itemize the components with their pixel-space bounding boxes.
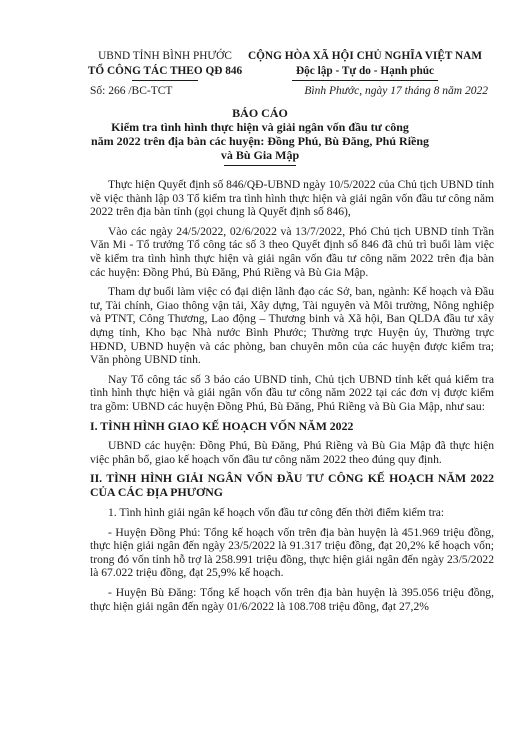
- nation-motto: Độc lập - Tự do - Hạnh phúc: [295, 65, 435, 77]
- paragraph: - Huyện Bù Đăng: Tổng kế hoạch vốn trên địa bàn huyện là 395.056 triệu đồng, thực hiện giải ngân đến ngày 01/6/2022 là 108.708 triệu đồng, đạt 27,2%: [90, 586, 494, 613]
- date-line: Bình Phước, ngày 17 tháng 8 năm 2022: [304, 85, 488, 97]
- title-line-3: và Bù Gia Mập: [220, 148, 300, 162]
- title-line-1: Kiểm tra tình hình thực hiện và giải ngân vốn đầu tư công: [111, 120, 409, 134]
- paragraph: 1. Tình hình giải ngân kế hoạch vốn đầu tư công đến thời điểm kiểm tra:: [108, 506, 445, 520]
- paragraph: Nay Tổ công tác số 3 báo cáo UBND tỉnh, Chủ tịch UBND tỉnh kết quả kiểm tra tình hình thực hiện và giải ngân vốn đầu tư công năm 2022 tại các đơn vị được kiểm tra gồm: UBND các huyện Đồng Phú, Bù Đăng, Phú Riềng và Bù Gia Mập, như sau:: [90, 372, 494, 413]
- agency-header: [70, 49, 260, 81]
- agency-underline: [132, 80, 198, 81]
- title-line-2: năm 2022 trên địa bàn các huyện: Đồng Phú, Bù Đăng, Phú Riềng: [90, 134, 430, 148]
- paragraph: Thực hiện Quyết định số 846/QĐ-UBND ngày 10/5/2022 của Chủ tịch UBND tỉnh về việc thành lập 03 Tổ kiểm tra tình hình thực hiện và giải ngân vốn đầu tư công năm 2022 trên địa bàn tỉnh (gọi chung là Quyết định số 846),: [90, 178, 494, 219]
- doc-number: Số: 266 /BC-TCT: [90, 85, 173, 97]
- paragraph: Tham dự buổi làm việc có đại diện lãnh đạo các Sở, ban, ngành: Kế hoạch và Đầu tư, Tài chính, Giao thông vận tải, Xây dựng, Tài nguyên và Môi trường, Nông nghiệp và PTNT, Công Thương, Lao động – Thương binh và Xã hội, Ban QLDA đầu tư xây dựng tỉnh, Kho bạc Nhà nước Bình Phước; Thường trực Huyện ủy, Thường trực HĐND, UBND huyện và các phòng, ban chuyên môn của các huyện được kiểm tra; Văn phòng UBND tỉnh.: [90, 285, 494, 367]
- paragraph: Vào các ngày 24/5/2022, 02/6/2022 và 13/7/2022, Phó Chủ tịch UBND tỉnh Trần Văn Mi - Tổ trưởng Tổ công tác số 3 theo Quyết định số 846 đã chủ trì buổi làm việc về kiểm tra tình hình thực hiện và giải ngân vốn đầu tư công năm 2022 trên địa bàn các huyện: Đồng Phú, Bù Đăng, Phú Riềng và Bù Gia Mập.: [90, 224, 494, 279]
- paragraph: UBND các huyện: Đồng Phú, Bù Đăng, Phú Riềng và Bù Gia Mập đã thực hiện việc phân bổ, giao kế hoạch vốn đầu tư công năm 2022 theo đúng quy định.: [90, 439, 494, 466]
- section-heading-1: I. TÌNH HÌNH GIAO KẾ HOẠCH VỐN NĂM 2022: [90, 418, 354, 433]
- report-body: [90, 178, 494, 619]
- report-type: BÁO CÁO: [232, 106, 288, 120]
- agency-name: UBND TỈNH BÌNH PHƯỚC: [98, 50, 232, 62]
- nation-name: CỘNG HÒA XÃ HỘI CHỦ NGHĨA VIỆT NAM: [247, 50, 483, 62]
- agency-unit: TỔ CÔNG TÁC THEO QĐ 846: [87, 65, 243, 77]
- section-heading-2: II. TÌNH HÌNH GIẢI NGÂN VỐN ĐẦU TƯ CÔNG KẾ HOẠCH NĂM 2022 CỦA CÁC ĐỊA PHƯƠNG: [90, 471, 494, 500]
- report-title: [60, 106, 460, 166]
- paragraph: - Huyện Đồng Phú: Tổng kế hoạch vốn trên địa bàn huyện là 451.969 triệu đồng, thực hiện giải ngân đến ngày 23/5/2022 là 91.317 triệu đồng, đạt 20,2% kế hoạch vốn; trong đó vốn tỉnh hỗ trợ là 258.991 triệu đồng, thực hiện giải ngân đến ngày 23/5/2022 là 67.022 triệu đồng, đạt 25,9% kế hoạch.: [90, 525, 494, 580]
- title-underline: [224, 165, 296, 166]
- nation-underline: [292, 80, 438, 81]
- nation-header: [240, 49, 490, 81]
